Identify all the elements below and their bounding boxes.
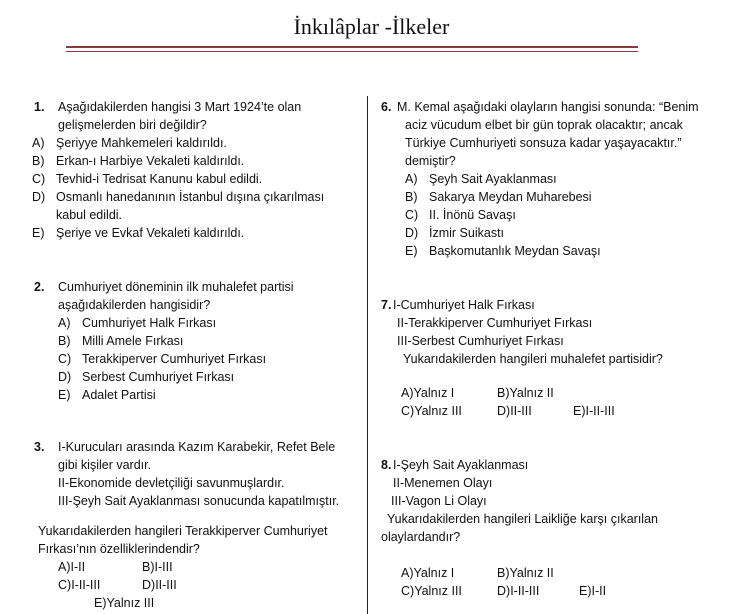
option-text: Cumhuriyet Halk Fırkası — [82, 316, 217, 330]
question-text: demiştir? — [405, 154, 456, 168]
question-text: Türkiye Cumhuriyeti sonsuza kadar yaşayacaktır.” — [405, 136, 682, 150]
option-letter: B) — [58, 334, 71, 348]
option-text: Terakkiperver Cumhuriyet Fırkası — [82, 352, 267, 366]
option-letter: C) — [32, 172, 46, 186]
question-text: Yukarıdakilerden hangileri Laikliğe karşı çıkarılan — [387, 512, 658, 526]
statement-2: II-Terakkiperver Cumhuriyet Fırkası — [397, 316, 593, 330]
title-rule-thick — [66, 46, 638, 48]
option-text: Şeyh Sait Ayaklanması — [429, 172, 557, 186]
option-text: Sakarya Meydan Muharebesi — [429, 190, 592, 204]
option-d: D)I-II-III — [497, 584, 540, 598]
question-6 — [381, 98, 699, 260]
statement-3: III-Serbest Cumhuriyet Fırkası — [397, 334, 564, 348]
option-c: C)I-II-III — [58, 578, 101, 592]
question-text: gelişmelerden biri değildir? — [58, 118, 207, 132]
option-b: B)Yalnız II — [497, 386, 554, 400]
option-e: E)I-II-III — [573, 404, 615, 418]
question-text: aşağıdakilerden hangisidir? — [58, 298, 211, 312]
question-2 — [34, 278, 294, 404]
question-1 — [34, 98, 324, 242]
question-3 — [34, 438, 339, 612]
statement-2: II-Ekonomide devletçiliği savunmuşlardır. — [58, 476, 285, 490]
option-letter: D) — [405, 226, 419, 240]
question-number: 6. — [381, 100, 392, 114]
statement-1: I-Cumhuriyet Halk Fırkası — [393, 298, 535, 312]
question-text: Cumhuriyet döneminin ilk muhalefet partisi — [58, 280, 294, 294]
statement-3: III-Şeyh Sait Ayaklanması sonucunda kapatılmıştır. — [58, 494, 340, 508]
option-letter: E) — [32, 226, 45, 240]
question-text: olaylardandır? — [381, 530, 461, 544]
option-text: Milli Amele Fırkası — [82, 334, 184, 348]
question-number: 7. — [381, 298, 392, 312]
option-text: Şeriyye Mahkemeleri kaldırıldı. — [56, 136, 227, 150]
option-letter: E) — [58, 388, 71, 402]
question-text: Aşağıdakilerden hangisi 3 Mart 1924’te olan — [58, 100, 302, 114]
option-letter: A) — [405, 172, 418, 186]
question-7 — [381, 296, 663, 420]
option-b: B)Yalnız II — [497, 566, 554, 580]
option-letter: C) — [405, 208, 419, 222]
option-e: E)I-II — [579, 584, 607, 598]
option-text: Adalet Partisi — [82, 388, 156, 402]
statement-3: III-Vagon Li Olayı — [391, 494, 487, 508]
option-e: E)Yalnız III — [94, 596, 155, 610]
title-rule-thin — [66, 51, 638, 52]
statement-1-cont: gibi kişiler vardır. — [58, 458, 152, 472]
option-a: A)Yalnız I — [401, 566, 455, 580]
option-letter: E) — [405, 244, 418, 258]
option-d: D)II-III — [142, 578, 177, 592]
option-text: Tevhid-i Tedrisat Kanunu kabul edildi. — [56, 172, 263, 186]
question-text: Yukarıdakilerden hangileri muhalefet partisidir? — [403, 352, 663, 366]
question-number: 8. — [381, 458, 392, 472]
option-text: Erkan-ı Harbiye Vekaleti kaldırıldı. — [56, 154, 245, 168]
option-c: C)Yalnız III — [401, 584, 462, 598]
question-number: 3. — [34, 440, 45, 454]
option-text: II. İnönü Savaşı — [429, 208, 516, 222]
option-b: B)I-III — [142, 560, 173, 574]
question-text: aciz vücudum elbet bir gün toprak olacaktır; ancak — [405, 118, 683, 132]
option-a: A)Yalnız I — [401, 386, 455, 400]
question-text: Yukarıdakilerden hangileri Terakkiperver Cumhuriyet — [38, 524, 328, 538]
question-text: M. Kemal aşağıdaki olayların hangisi sonunda: “Benim — [397, 100, 699, 114]
question-text: Fırkası’nın özelliklerindendir? — [38, 542, 200, 556]
statement-1: I-Kurucuları arasında Kazım Karabekir, Refet Bele — [58, 440, 336, 454]
option-a: A)I-II — [58, 560, 86, 574]
option-c: C)Yalnız III — [401, 404, 462, 418]
statement-1: I-Şeyh Sait Ayaklanması — [393, 458, 529, 472]
option-letter: D) — [32, 190, 46, 204]
option-text: İzmir Suikastı — [429, 226, 505, 240]
option-text: Şeriye ve Evkaf Vekaleti kaldırıldı. — [56, 226, 245, 240]
option-text: Osmanlı hanedanının İstanbul dışına çıkarılması — [56, 190, 325, 204]
option-letter: A) — [58, 316, 71, 330]
question-number: 1. — [34, 100, 45, 114]
option-letter: C) — [58, 352, 72, 366]
option-letter: D) — [58, 370, 72, 384]
option-letter: A) — [32, 136, 45, 150]
question-number: 2. — [34, 280, 45, 294]
option-d: D)II-III — [497, 404, 532, 418]
question-8 — [381, 456, 658, 600]
statement-2: II-Menemen Olayı — [393, 476, 493, 490]
option-text: kabul edildi. — [56, 208, 123, 222]
option-letter: B) — [405, 190, 418, 204]
option-text: Serbest Cumhuriyet Fırkası — [82, 370, 235, 384]
option-text: Başkomutanlık Meydan Savaşı — [429, 244, 601, 258]
page-title: İnkılâplar -İlkeler — [293, 14, 450, 39]
option-letter: B) — [32, 154, 45, 168]
column-divider — [367, 96, 368, 614]
